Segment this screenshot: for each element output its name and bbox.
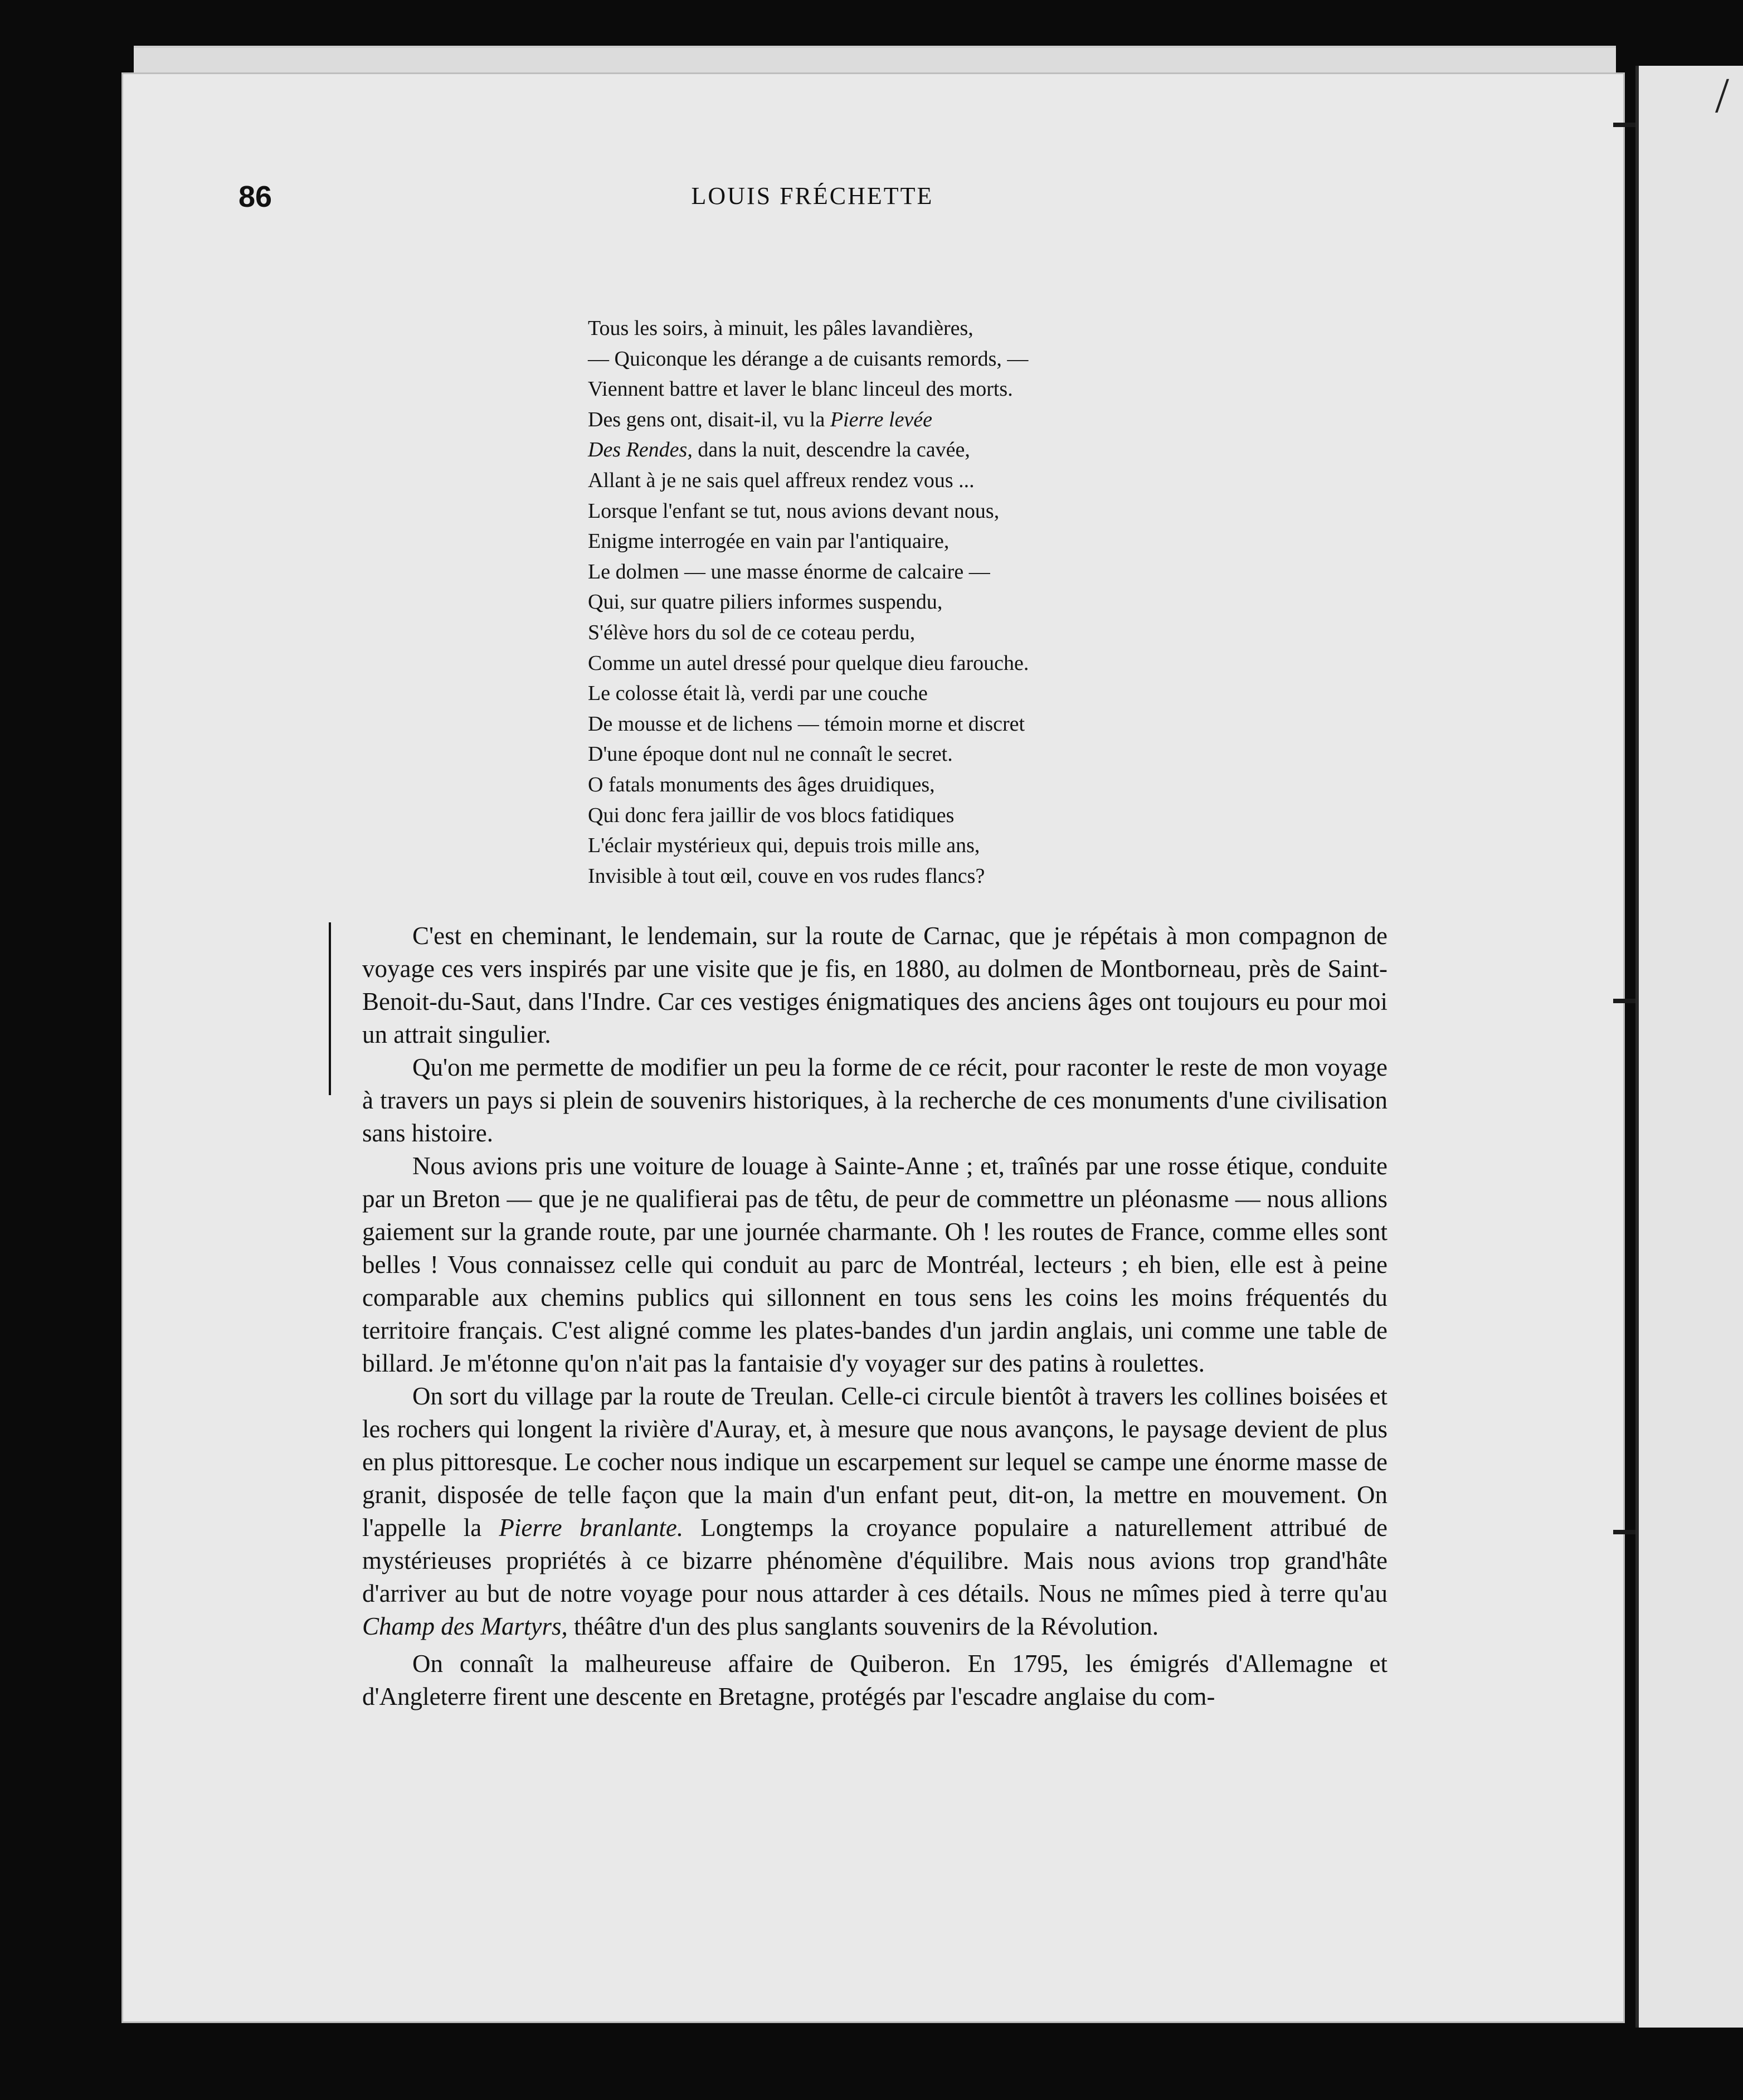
running-head: LOUIS FRÉCHETTE xyxy=(691,182,934,210)
paragraph-italic: Pierre branlante. xyxy=(499,1514,684,1542)
prose-block xyxy=(362,920,1387,1713)
poem-line-text: Comme un autel dressé pour quelque dieu farouche. xyxy=(588,651,1029,675)
poem-line xyxy=(588,374,1424,405)
poem-line xyxy=(588,344,1424,375)
poem-line-text: Enigme interrogée en vain par l'antiquaire, xyxy=(588,529,950,553)
poem-line-italic: Des Rendes, xyxy=(588,438,693,462)
poem-line-italic: Pierre levée xyxy=(830,407,933,431)
page-header xyxy=(238,179,1386,224)
poem-line-text: De mousse et de lichens — témoin morne et discret xyxy=(588,712,1025,736)
page-number: 86 xyxy=(238,180,272,213)
binding-mark xyxy=(1613,999,1635,1003)
poem-line xyxy=(588,465,1424,496)
poem-line xyxy=(588,678,1424,709)
poem-line-text: — Quiconque les dérange a de cuisants remords, — xyxy=(588,347,1029,371)
poem-line-text: Viennent battre et laver le blanc linceul des morts. xyxy=(588,377,1013,401)
poem-line xyxy=(588,313,1424,344)
poem-line-text: Qui donc fera jaillir de vos blocs fatidiques xyxy=(588,803,955,827)
paragraph-text: théâtre d'un des plus sanglants souvenirs de la Révolution. xyxy=(567,1612,1159,1640)
paragraph xyxy=(362,1647,1387,1713)
poem-line xyxy=(588,648,1424,679)
poem-line-text: Lorsque l'enfant se tut, nous avions devant nous, xyxy=(588,499,1000,523)
poem-line xyxy=(588,496,1424,527)
poem-line xyxy=(588,739,1424,770)
paragraph-text: On connaît la malheureuse affaire de Quiberon. En 1795, les émigrés d'Allemagne et d'Angleterre firent une descente en Bretagne, protégés par l'escadre anglaise du com- xyxy=(362,1650,1387,1710)
poem-line xyxy=(588,830,1424,861)
poem-line-text: Qui, sur quatre piliers informes suspendu, xyxy=(588,590,943,614)
poem-line-text: Allant à je ne sais quel affreux rendez vous ... xyxy=(588,468,975,492)
paragraph-text: C'est en cheminant, le lendemain, sur la route de Carnac, que je répétais à mon compagnon de voyage ces vers inspirés par une visite que je fis, en 1880, au dolmen de Montborneau, près de Saint-Benoit-du-Saut, dans l'Indre. Car ces vestiges énigmatiques des anciens âges ont toujours eu pour moi un attrait singulier. xyxy=(362,922,1387,1048)
poem-line xyxy=(588,405,1424,435)
paragraph xyxy=(362,1380,1387,1643)
paragraph xyxy=(362,1051,1387,1150)
poem-line xyxy=(588,770,1424,800)
poem-line-text: D'une époque dont nul ne connaît le secret. xyxy=(588,742,953,766)
binding-mark xyxy=(1613,123,1635,127)
poem-line-text: dans la nuit, descendre la cavée, xyxy=(692,438,970,462)
poem-line xyxy=(588,861,1424,892)
paragraph-text: Nous avions pris une voiture de louage à Sainte-Anne ; et, traînés par une rosse étique, conduite par un Breton — que je ne qualifierai pas de têtu, de peur de commettre un pléonasme — nous allions gaiement sur la grande route, par une journée charmante. Oh ! les routes de France, comme elles sont belles ! Vous connaissez celle qui conduit au parc de Montréal, lecteurs ; eh bien, elle est à peine comparable aux chemins publics qui sillonnent en tous sens les coins les moins fréquentés du territoire français. C'est aligné comme les plates-bandes d'un jardin anglais, uni comme une table de billard. Je m'étonne qu'on n'ait pas la fantaisie d'y voyager sur des patins à roulettes. xyxy=(362,1152,1387,1377)
poem-line xyxy=(588,800,1424,831)
paragraph-text: Qu'on me permette de modifier un peu la forme de ce récit, pour raconter le reste de mon voyage à travers un pays si plein de souvenirs historiques, à la recherche de ces monuments d'une civilisation sans histoire. xyxy=(362,1053,1387,1147)
poem-block xyxy=(588,313,1424,891)
poem-line-text: S'élève hors du sol de ce coteau perdu, xyxy=(588,620,916,644)
poem-line-text: O fatals monuments des âges druidiques, xyxy=(588,772,935,796)
poem-line-text: Tous les soirs, à minuit, les pâles lavandières, xyxy=(588,317,973,340)
poem-line-text: Le colosse était là, verdi par une couche xyxy=(588,682,928,706)
paragraph xyxy=(362,920,1387,1051)
poem-line xyxy=(588,618,1424,648)
facing-page-mark: / xyxy=(1715,68,1730,123)
paragraph-text: On sort du village par la route de Treulan. Celle-ci circule bientôt à travers les collines boisées et les rochers qui longent la rivière d'Auray, et, à mesure que nous avançons, le paysage devient de plus en plus pittoresque. Le cocher nous indique un escarpement sur lequel se campe une énorme masse de granit, disposée de telle façon que la main d'un enfant peut, dit-on, la mettre en mouvement. On l'appelle la xyxy=(362,1382,1387,1542)
poem-line-text: Des gens ont, disait-il, vu la xyxy=(588,407,830,431)
paragraph xyxy=(362,1150,1387,1380)
poem-line-text: L'éclair mystérieux qui, depuis trois mille ans, xyxy=(588,834,980,858)
facing-page-edge xyxy=(1635,66,1743,2028)
paragraph-text: Longtemps la croyance populaire a naturellement attribué de mystérieuses propriétés à ce bizarre phénomène d'équilibre. Mais nous avions trop grand'hâte d'arriver au but de notre voyage pour nous attarder à ces détails. Nous ne mîmes pied à terre qu'au xyxy=(362,1514,1388,1607)
page-top-edge xyxy=(134,46,1616,74)
poem-line-text: Le dolmen — une masse énorme de calcaire — xyxy=(588,560,990,584)
paragraph-italic: Champ des Martyrs, xyxy=(362,1612,568,1640)
poem-line xyxy=(588,557,1424,587)
poem-line xyxy=(588,587,1424,618)
margin-mark xyxy=(329,922,331,1095)
binding-mark xyxy=(1613,1530,1635,1534)
poem-line xyxy=(588,709,1424,740)
poem-line-text: Invisible à tout œil, couve en vos rudes flancs? xyxy=(588,864,985,888)
poem-line xyxy=(588,435,1424,465)
poem-line xyxy=(588,526,1424,557)
